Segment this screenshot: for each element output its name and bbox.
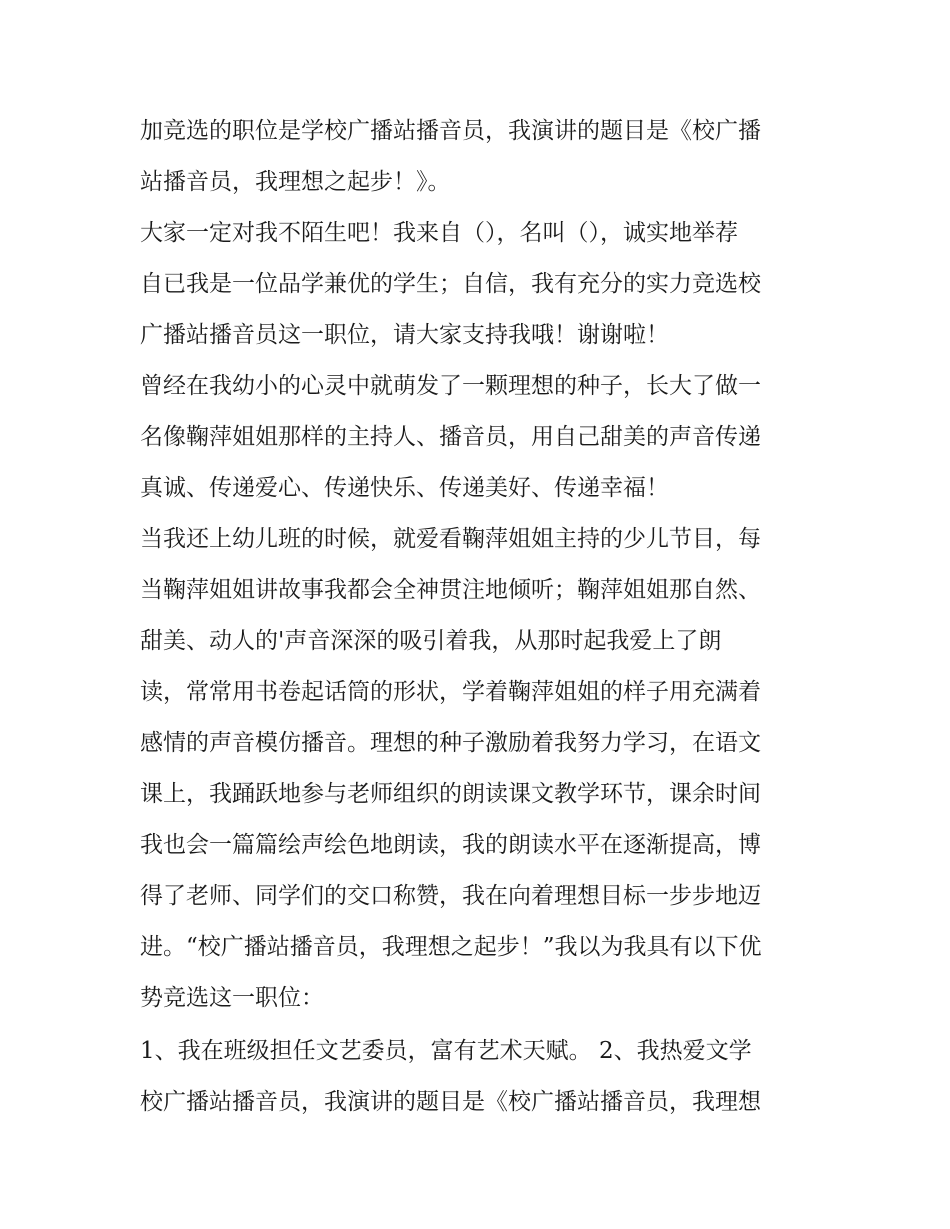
- text-line: 广播站播音员这一职位，请大家支持我哦！谢谢啦！: [140, 322, 669, 348]
- text-line: 当我还上幼儿班的时候，就爱看鞠萍姐姐主持的少儿节目，每: [140, 526, 761, 552]
- text-line: 感情的声音模仿播音。理想的种子激励着我努力学习，在语文: [140, 730, 761, 756]
- text-line: 我也会一篇篇绘声绘色地朗读，我的朗读水平在逐渐提高，博: [140, 832, 761, 858]
- text-line: 势竞选这一职位：: [140, 985, 324, 1011]
- text-line: 1、我在班级担任文艺委员，富有艺术天赋。 2、我热爱文学: [140, 1038, 752, 1064]
- text-line: 课上，我踊跃地参与老师组织的朗读课文教学环节，课余时间: [140, 781, 761, 807]
- text-line: 曾经在我幼小的心灵中就萌发了一颗理想的种子，长大了做一: [140, 373, 761, 399]
- text-line: 得了老师、同学们的交口称赞，我在向着理想目标一步步地迈: [140, 883, 761, 909]
- text-line: 自已我是一位品学兼优的学生；自信，我有充分的实力竞选校: [140, 271, 761, 297]
- text-line: 甜美、动人的'声音深深的吸引着我，从那时起我爱上了朗: [140, 628, 722, 654]
- text-line: 名像鞠萍姐姐那样的主持人、播音员，用自己甜美的声音传递: [140, 424, 761, 450]
- text-line: 大家一定对我不陌生吧！我来自（），名叫（），诚实地举荐: [140, 220, 738, 246]
- text-line: 当鞠萍姐姐讲故事我都会全神贯注地倾听；鞠萍姐姐那自然、: [140, 577, 761, 603]
- text-line: 读，常常用书卷起话筒的形状，学着鞠萍姐姐的样子用充满着: [140, 679, 761, 705]
- text-line: 真诚、传递爱心、传递快乐、传递美好、传递幸福！: [140, 475, 669, 501]
- speech-text-body: [140, 106, 830, 1128]
- text-line: 校广播站播音员，我演讲的题目是《校广播站播音员，我理想: [140, 1089, 761, 1115]
- text-line: 进。“校广播站播音员，我理想之起步！”我以为我具有以下优: [140, 934, 762, 960]
- text-line: 站播音员，我理想之起步！》。: [140, 169, 451, 195]
- text-line: 加竞选的职位是学校广播站播音员，我演讲的题目是《校广播: [140, 118, 761, 144]
